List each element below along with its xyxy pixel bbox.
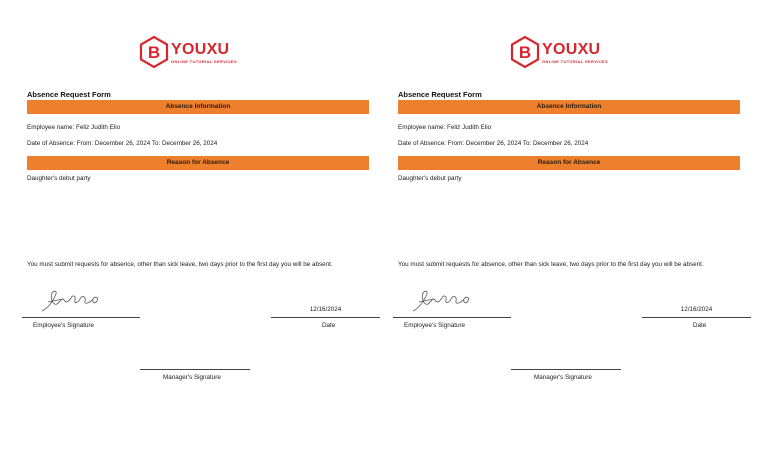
- form-title: Absence Request Form: [398, 90, 482, 99]
- date-line: [642, 317, 751, 318]
- employee-signature-line: [393, 317, 511, 318]
- date-of-absence-line: Date of Absence: From: December 26, 2024 To: December 26, 2024: [27, 140, 218, 147]
- date-label: Date: [322, 322, 336, 329]
- absence-form-right: [371, 0, 741, 466]
- logo-tagline: ONLINE TUTORIAL SERVICES: [171, 59, 237, 64]
- form-title: Absence Request Form: [27, 90, 111, 99]
- employee-signature-mark: [38, 288, 102, 314]
- reason-for-absence-header: Reason for Absence: [27, 156, 369, 170]
- reason-text: Daughter's debut party: [398, 175, 462, 182]
- svg-text:B: B: [147, 43, 161, 62]
- logo-brand: YOUXU: [171, 41, 230, 58]
- company-logo: [509, 36, 629, 68]
- manager-signature-line: [140, 369, 250, 370]
- hexagon-b-logo-icon: [509, 36, 541, 68]
- signature-date: 12/16/2024: [309, 306, 342, 313]
- reason-text: Daughter's debut party: [27, 175, 91, 182]
- reason-for-absence-header: Reason for Absence: [398, 156, 740, 170]
- manager-signature-line: [511, 369, 621, 370]
- svg-text:B: B: [518, 43, 532, 62]
- date-label: Date: [693, 322, 707, 329]
- submission-notice: You must submit requests for absence, other than sick leave, two days prior to the first day you will be absent.: [398, 261, 704, 268]
- absence-form-left: [0, 0, 370, 466]
- date-line: [271, 317, 380, 318]
- logo-brand: YOUXU: [542, 41, 601, 58]
- submission-notice: You must submit requests for absence, other than sick leave, two days prior to the first day you will be absent.: [27, 261, 333, 268]
- manager-signature-label: Manager's Signature: [163, 374, 221, 381]
- employee-name-line: Employee name: Feliz Judith Elio: [27, 124, 121, 131]
- date-of-absence-line: Date of Absence: From: December 26, 2024 To: December 26, 2024: [398, 140, 589, 147]
- absence-information-header: Absence Information: [27, 100, 369, 114]
- employee-signature-line: [22, 317, 140, 318]
- manager-signature-label: Manager's Signature: [534, 374, 592, 381]
- logo-tagline: ONLINE TUTORIAL SERVICES: [542, 59, 608, 64]
- company-logo: [138, 36, 258, 68]
- employee-name-line: Employee name: Feliz Judith Elio: [398, 124, 492, 131]
- employee-signature-mark: [409, 288, 473, 314]
- employee-signature-label: Employee's Signature: [33, 322, 95, 329]
- signature-date: 12/16/2024: [680, 306, 713, 313]
- absence-information-header: Absence Information: [398, 100, 740, 114]
- employee-signature-label: Employee's Signature: [404, 322, 466, 329]
- hexagon-b-logo-icon: [138, 36, 170, 68]
